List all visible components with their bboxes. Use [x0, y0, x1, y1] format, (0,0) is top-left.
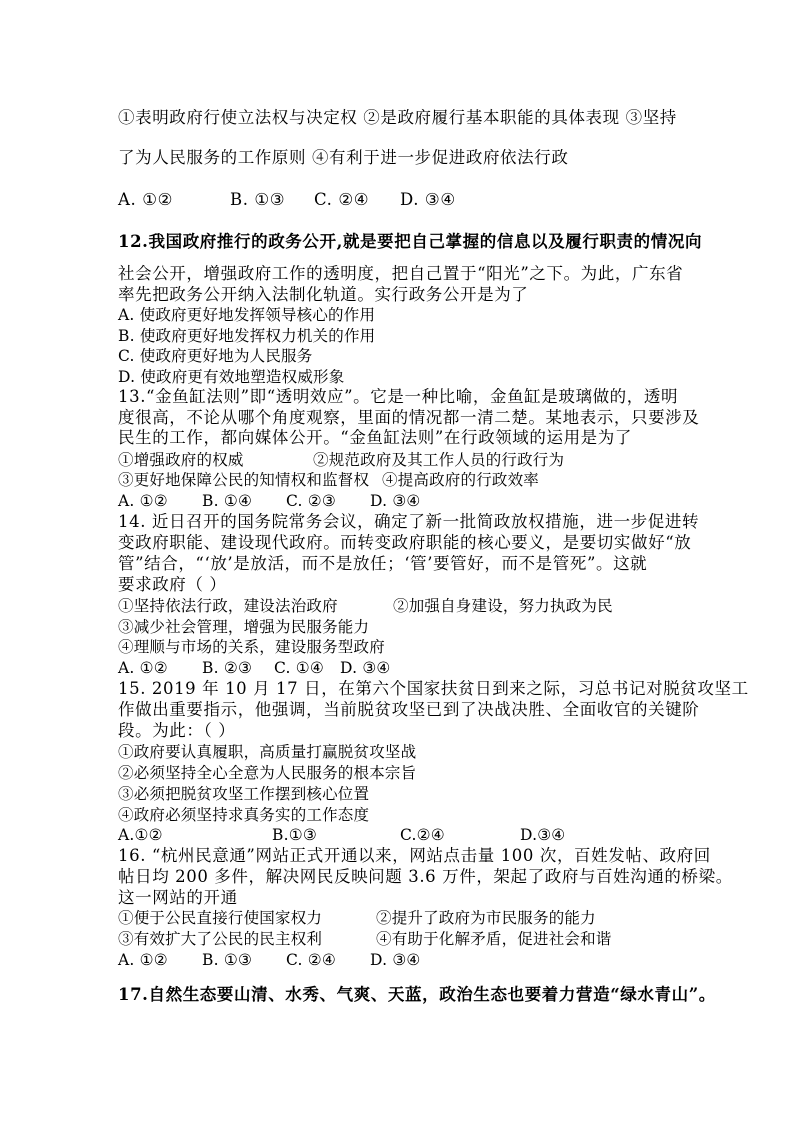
- q14-stem-line-3: 管”结合，“‘放’是放活，而不是放任；‘管’要管好，而不是管死”。这就: [118, 554, 648, 573]
- q11-option-c[interactable]: C. ②④: [314, 190, 370, 209]
- q14-statement-2: ②加强自身建设，努力执政为民: [393, 597, 613, 615]
- q12-option-a[interactable]: A. 使政府更好地发挥领导核心的作用: [118, 306, 376, 324]
- q14-option-b[interactable]: B. ②③: [202, 659, 253, 677]
- q15-option-d[interactable]: D.③④: [520, 826, 566, 844]
- q11-statements-line-1: ①表明政府行使立法权与决定权 ②是政府履行基本职能的具体表现 ③坚持: [118, 108, 677, 127]
- q12-stem-line-1: 12.我国政府推行的政务公开,就是要把自己掌握的信息以及履行职责的情况向: [118, 232, 703, 251]
- q16-stem-line-1: 16. “杭州民意通”网站正式开通以来，网站点击量 100 次，百姓发帖、政府回: [118, 846, 711, 865]
- q16-statement-3: ③有效扩大了公民的民主权利: [118, 930, 323, 948]
- q16-statement-4: ④有助于化解矛盾，促进社会和谐: [376, 930, 612, 948]
- q13-statement-4: ④提高政府的行政效率: [382, 471, 540, 489]
- q15-option-c[interactable]: C.②④: [400, 826, 445, 844]
- q14-stem-line-2: 变政府职能、建设现代政府。而转变政府职能的核心要义，是要切实做好“放: [118, 533, 692, 552]
- q17-stem-text: 17.自然生态要山清、水秀、气爽、天蓝，政治生态也要着力营造“绿水青山”。: [118, 985, 716, 1004]
- q14-stem-line-4: 要求政府（ ）: [118, 575, 227, 594]
- q13-stem-line-2: 度很高，不论从哪个角度观察，里面的情况都一清二楚。某地表示，只要涉及: [118, 408, 700, 427]
- q11-option-a[interactable]: A. ①②: [118, 190, 173, 209]
- q17-stem-line-1: [118, 985, 716, 1005]
- q11-option-d[interactable]: D. ③④: [400, 190, 456, 209]
- q16-statements-row-2: [118, 929, 612, 949]
- q13-option-b[interactable]: B. ①④: [202, 492, 253, 510]
- q16-option-c[interactable]: C. ②④: [286, 951, 336, 969]
- q13-statements-row-2: [118, 470, 540, 490]
- q11-option-b[interactable]: B. ①③: [230, 190, 286, 209]
- q13-option-d[interactable]: D. ③④: [370, 492, 421, 510]
- q15-option-b[interactable]: B.①③: [272, 826, 317, 844]
- q13-statements-row-1: [118, 450, 565, 470]
- q15-statement-4: ④政府必须坚持求真务实的工作态度: [118, 806, 370, 824]
- q15-option-a[interactable]: A.①②: [118, 826, 163, 844]
- q16-option-a[interactable]: A. ①②: [118, 951, 168, 969]
- q15-stem-line-1: 15. 2019 年 10 月 17 日，在第六个国家扶贫日到来之际，习总书记对脱贫攻坚工: [118, 679, 749, 698]
- q15-statement-1: ①政府要认真履职，高质量打赢脱贫攻坚战: [118, 743, 417, 761]
- q12-option-c[interactable]: C. 使政府更好地为人民服务: [118, 347, 313, 365]
- q13-statement-2: ②规范政府及其工作人员的行政行为: [313, 451, 565, 469]
- q12-stem-line-3: 率先把政务公开纳入法制化轨道。实行政务公开是为了: [118, 285, 529, 304]
- q14-statement-4: ④理顺与市场的关系，建设服务型政府: [118, 638, 385, 656]
- q12-option-d[interactable]: D. 使政府更有效地塑造权威形象: [118, 368, 345, 386]
- q16-stem-line-2: 帖日均 200 多件，解决网民反映问题 3.6 万件，架起了政府与百姓沟通的桥梁。: [118, 867, 733, 886]
- q14-option-a[interactable]: A. ①②: [118, 659, 168, 677]
- q14-option-c[interactable]: C. ①④: [274, 659, 324, 677]
- q14-statements-row-1: [118, 596, 613, 616]
- q12-stem-line-2: 社会公开，增强政府工作的透明度，把自己置于“阳光”之下。为此，广东省: [118, 264, 684, 283]
- q14-statement-1: ①坚持依法行政，建设法治政府: [118, 597, 338, 615]
- q15-stem-line-2: 作做出重要指示，他强调，当前脱贫攻坚已到了决战决胜、全面收官的关键阶: [118, 700, 700, 719]
- q13-option-a[interactable]: A. ①②: [118, 492, 168, 510]
- q16-option-d[interactable]: D. ③④: [370, 951, 421, 969]
- q16-statement-2: ②提升了政府为市民服务的能力: [376, 909, 596, 927]
- q13-statement-1: ①增强政府的权威: [118, 451, 244, 469]
- q12-option-b[interactable]: B. 使政府更好地发挥权力机关的作用: [118, 327, 376, 345]
- q16-statements-row-1: [118, 908, 596, 928]
- q15-stem-line-3: 段。为此：（ ）: [118, 721, 236, 740]
- q15-statement-2: ②必须坚持全心全意为人民服务的根本宗旨: [118, 764, 417, 782]
- q16-option-b[interactable]: B. ①③: [202, 951, 253, 969]
- q13-statement-3: ③更好地保障公民的知情权和监督权: [118, 471, 370, 489]
- q15-statement-3: ③必须把脱贫攻坚工作摆到核心位置: [118, 785, 370, 803]
- q13-stem-line-1: 13.“金鱼缸法则”即“透明效应”。它是一种比喻，金鱼缸是玻璃做的，透明: [118, 387, 679, 406]
- q14-option-d[interactable]: D. ③④: [340, 659, 391, 677]
- q16-stem-line-3: 这一网站的开通: [118, 888, 238, 907]
- q13-option-c[interactable]: C. ②③: [286, 492, 336, 510]
- q13-stem-line-3: 民生的工作，都向媒体公开。“金鱼缸法则”在行政领域的运用是为了: [118, 428, 632, 447]
- q11-statements-line-2: 了为人民服务的工作原则 ④有利于进一步促进政府依法行政: [118, 148, 569, 167]
- q14-statement-3: ③减少社会管理，增强为民服务能力: [118, 618, 370, 636]
- q16-statement-1: ①便于公民直接行使国家权力: [118, 909, 323, 927]
- q14-stem-line-1: 14. 近日召开的国务院常务会议，确定了新一批简政放权措施，进一步促进转: [118, 512, 700, 531]
